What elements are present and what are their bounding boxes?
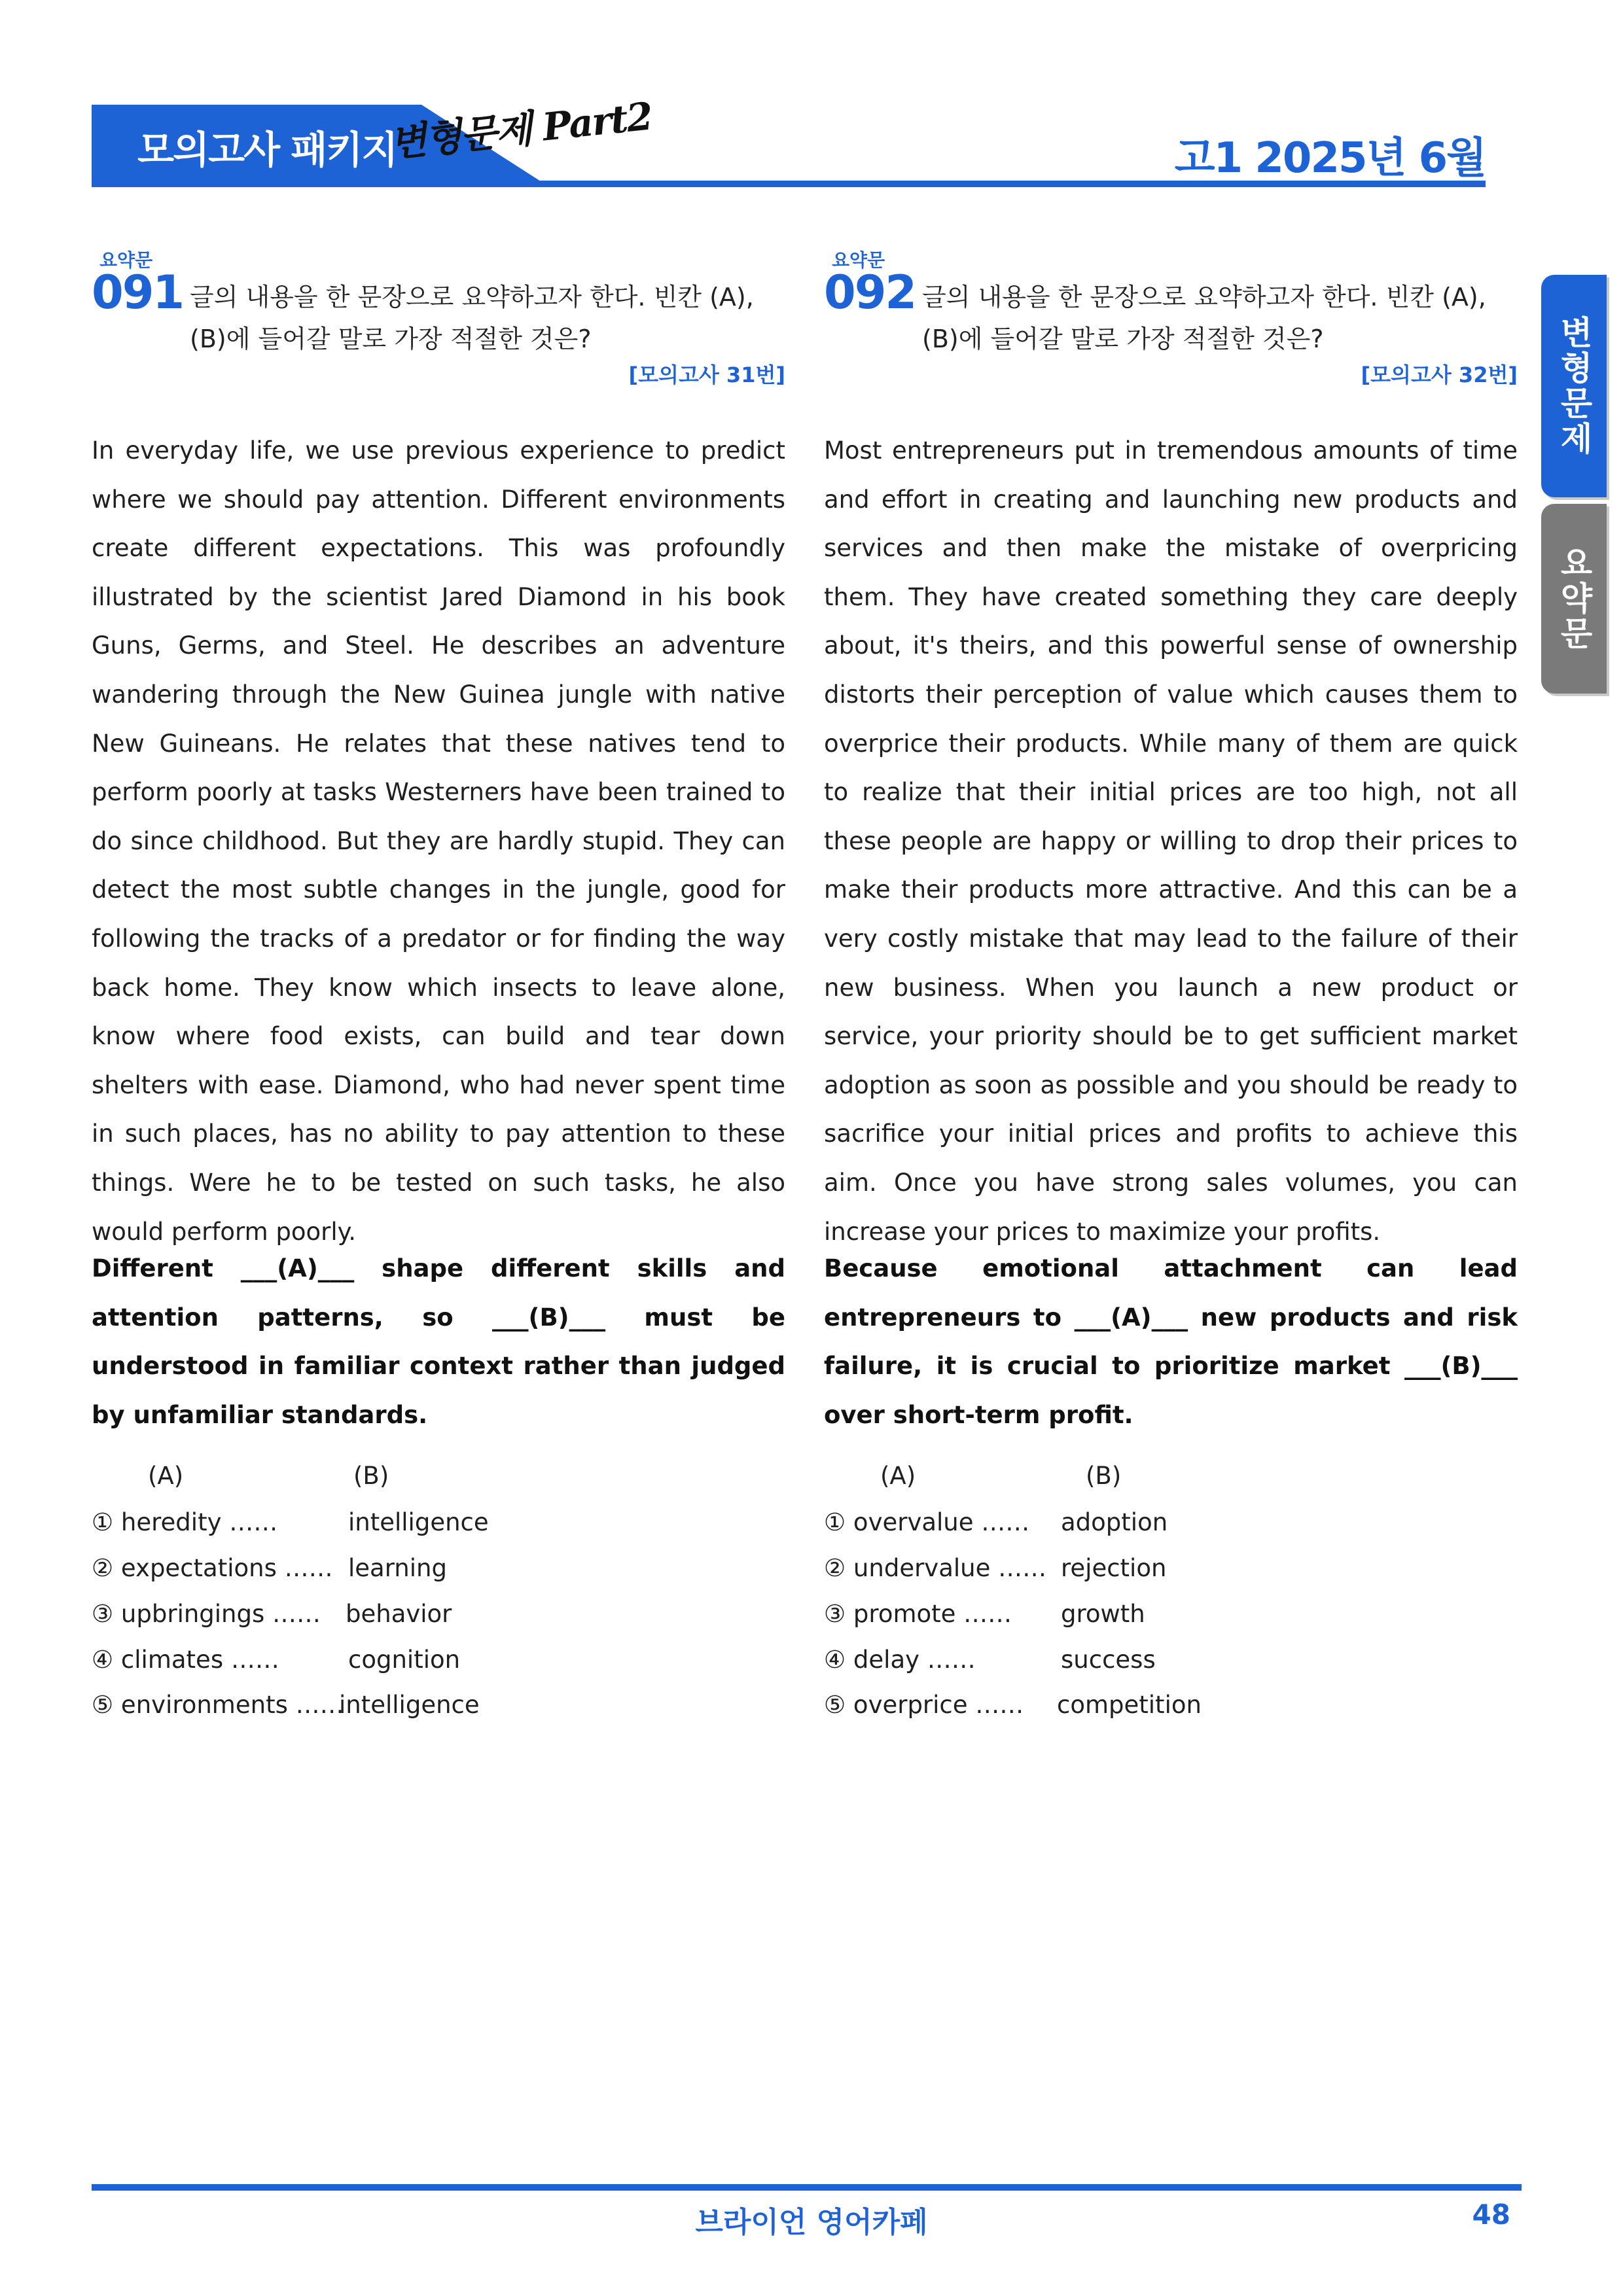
footer-rule — [92, 2184, 1522, 2191]
option-a-text: ⑤ overprice …… — [824, 1691, 1024, 1719]
option-b-text: intelligence — [339, 1691, 480, 1719]
option-a-text: ⑤ environments …… — [92, 1691, 344, 1719]
option-b-text: rejection — [1061, 1554, 1167, 1582]
option-b-text: learning — [348, 1554, 447, 1582]
option-b-text: cognition — [348, 1646, 461, 1674]
question-number: 091 — [92, 266, 184, 319]
options-header-a: (A) — [880, 1462, 916, 1490]
summary-sentence: Because emotional attachment can lead entrepreneurs to ___(A)___ new products and risk failure, it is crucial to prioritize market ___(B)___ over short-term profit. — [824, 1254, 1518, 1429]
header-grade: 고1 2025년 6월 — [1174, 134, 1486, 183]
option-a-text: ③ upbringings …… — [92, 1600, 321, 1628]
option-b-text: competition — [1057, 1691, 1202, 1719]
option-a-text: ② undervalue …… — [824, 1554, 1047, 1582]
question-number: 092 — [824, 266, 916, 319]
header-title: 모의고사 패키지 — [137, 128, 397, 172]
option-a-text: ① overvalue …… — [824, 1508, 1030, 1536]
header-script-label: 변형문제 Part2 — [387, 94, 654, 166]
option-a-text: ② expectations …… — [92, 1554, 333, 1582]
instruction-line-1: 글의 내용을 한 문장으로 요약하고자 한다. 빈칸 (A), — [190, 283, 754, 311]
side-tab-variant[interactable]: 변형문제 — [1541, 275, 1607, 497]
option-a-text: ④ delay …… — [824, 1646, 976, 1674]
options-header-b: (B) — [353, 1462, 389, 1490]
option-a-text: ① heredity …… — [92, 1508, 278, 1536]
option-b-text: growth — [1061, 1600, 1145, 1628]
question-type-tag: 요약문 — [99, 249, 153, 271]
instruction-line-1: 글의 내용을 한 문장으로 요약하고자 한다. 빈칸 (A), — [922, 283, 1486, 311]
option-b-text: behavior — [346, 1600, 452, 1628]
option-b-text: adoption — [1061, 1508, 1168, 1536]
instruction-line-2: (B)에 들어갈 말로 가장 적절한 것은? — [190, 325, 592, 353]
question-instruction — [922, 276, 1518, 360]
passage-text: Most entrepreneurs put in tremendous amounts of time and effort in creating and launching new products and services and then make the mistake of overpricing them. They have created something they care deeply about, it's theirs, and this powerful sense of ownership distorts their perception of value which causes them to overprice their products. While many of them are quick to realize that their initial prices are too high, not all these people are happy or willing to drop their prices to make their products more attractive. And this can be a very costly mistake that may lead to the failure of their new business. When you launch a new product or service, your priority should be to get sufficient market adoption as soon as possible and you should be ready to sacrifice your initial prices and profits to achieve this aim. Once you have strong sales volumes, you can increase your prices to maximize your profits. — [824, 436, 1518, 1246]
question-source: [모의고사 32번] — [1361, 362, 1518, 387]
side-tab-summary[interactable]: 요약문 — [1541, 504, 1607, 694]
summary-sentence: Different ___(A)___ shape different skills and attention patterns, so ___(B)___ must be understood in familiar context rather than judged by unfamiliar standards. — [92, 1254, 785, 1429]
question-type-tag: 요약문 — [832, 249, 885, 271]
question-instruction — [190, 276, 785, 360]
option-b-text: success — [1061, 1646, 1156, 1674]
options-header-b: (B) — [1086, 1462, 1122, 1490]
instruction-line-2: (B)에 들어갈 말로 가장 적절한 것은? — [922, 325, 1324, 353]
options-header-a: (A) — [148, 1462, 184, 1490]
page-number: 48 — [1472, 2199, 1510, 2231]
footer-brand: 브라이언 영어카페 — [695, 2206, 928, 2239]
passage-text: In everyday life, we use previous experience to predict where we should pay attention. Different environments create different expectations. This was profoundly illustrated by the scientist Jared Diamond in his book Guns, Germs, and Steel. He describes an adventure wandering through the New Guinea jungle with native New Guineans. He relates that these natives tend to perform poorly at tasks Westerners have been trained to do since childhood. But they are hardly stupid. They can detect the most subtle changes in the jungle, good for following the tracks of a predator or for finding the way back home. They know which insects to leave alone, know where food exists, can build and tear down shelters with ease. Diamond, who had never spent time in such places, has no ability to pay attention to these things. Were he to be tested on such tasks, he also would perform poorly. — [92, 436, 785, 1246]
question-source: [모의고사 31번] — [628, 362, 785, 387]
option-a-text: ④ climates …… — [92, 1646, 279, 1674]
option-a-text: ③ promote …… — [824, 1600, 1012, 1628]
option-b-text: intelligence — [348, 1508, 489, 1536]
